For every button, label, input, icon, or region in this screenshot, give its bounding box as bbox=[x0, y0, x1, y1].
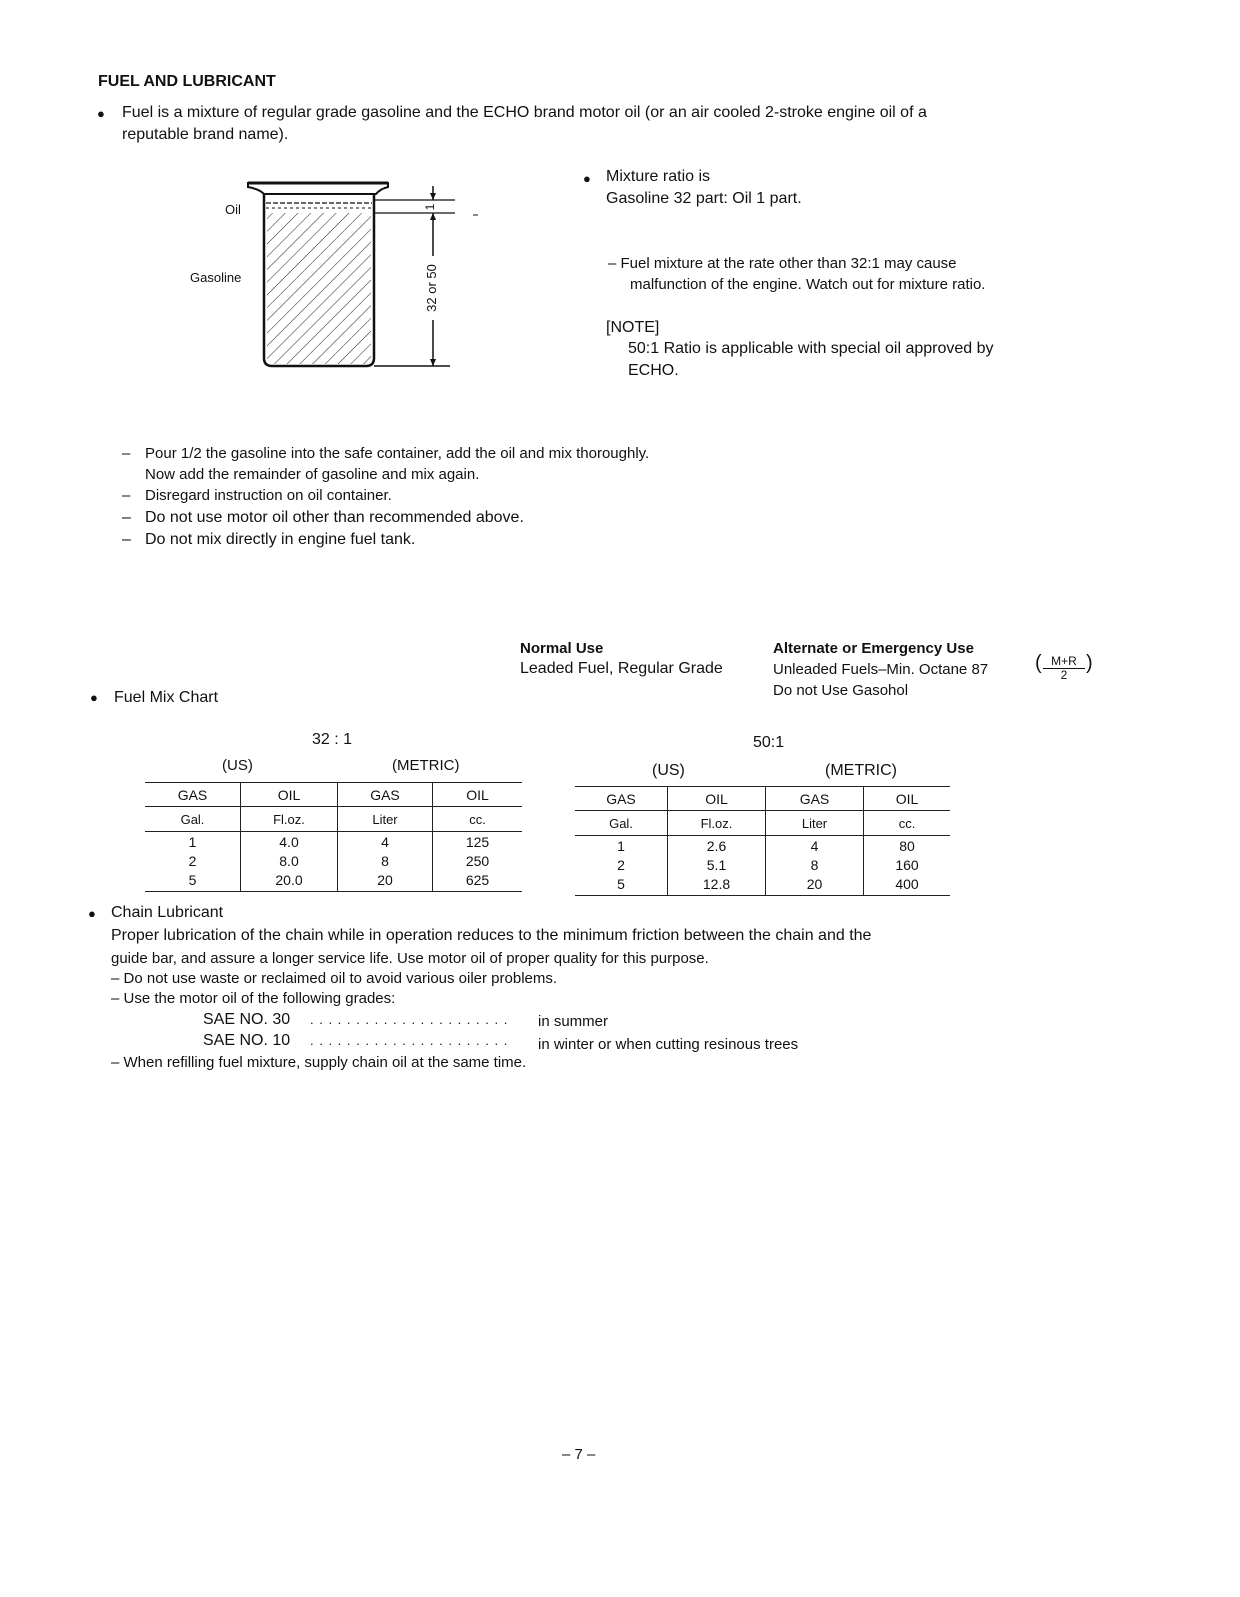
fuel-mix-table-50 bbox=[575, 786, 950, 896]
note-label: [NOTE] bbox=[606, 319, 660, 336]
bullet-icon: ● bbox=[583, 171, 591, 186]
table-50-metric-label: (METRIC) bbox=[825, 762, 897, 779]
ratio-50-label: 50:1 bbox=[753, 734, 785, 751]
table-row bbox=[575, 836, 950, 856]
bullet-icon: ● bbox=[97, 106, 105, 121]
alternate-use-title: Alternate or Emergency Use bbox=[773, 640, 974, 657]
chain-item-refill: – When refilling fuel mixture, supply chain oil at the same time. bbox=[111, 1054, 527, 1071]
table-unit-cell: Fl.oz. bbox=[668, 811, 766, 836]
table-unit-cell: Gal. bbox=[145, 807, 241, 832]
alternate-use-note: Do not Use Gasohol bbox=[773, 682, 909, 699]
page-number: – 7 – bbox=[562, 1446, 596, 1463]
table-cell: 1 bbox=[145, 832, 241, 852]
table-cell: 20 bbox=[338, 870, 433, 892]
table-header-row bbox=[145, 783, 522, 807]
table-header-cell: GAS bbox=[575, 787, 668, 811]
grade-sae30-leader: . . . . . . . . . . . . . . . . . . . . . . bbox=[310, 1012, 509, 1027]
grade-sae10-leader: . . . . . . . . . . . . . . . . . . . . . . bbox=[310, 1033, 509, 1048]
table-row bbox=[575, 874, 950, 896]
octane-formula bbox=[1043, 655, 1085, 681]
formula-denominator: 2 bbox=[1060, 668, 1068, 682]
table-32-us-label: (US) bbox=[222, 757, 253, 774]
instruction-dash: – bbox=[122, 509, 131, 526]
table-cell: 5 bbox=[145, 870, 241, 892]
mixture-heading: Mixture ratio is bbox=[606, 168, 711, 185]
table-cell: 250 bbox=[465, 852, 490, 869]
table-unit-cell: Liter bbox=[766, 811, 864, 836]
table-cell: 8 bbox=[766, 855, 864, 874]
instruction-dash: – bbox=[122, 487, 131, 504]
table-unit-cell: Liter bbox=[338, 807, 433, 832]
table-cell: 8.0 bbox=[241, 851, 338, 870]
table-cell: 5.1 bbox=[668, 855, 766, 874]
instruction-item: Do not mix directly in engine fuel tank. bbox=[145, 531, 416, 548]
table-unit-row bbox=[575, 811, 950, 836]
alternate-use-desc: Unleaded Fuels–Min. Octane 87 bbox=[773, 661, 989, 678]
table-header-cell: GAS bbox=[766, 787, 864, 811]
table-header-cell: OIL bbox=[668, 787, 766, 811]
table-cell: 8 bbox=[338, 851, 433, 870]
fuel-mix-table-32 bbox=[145, 782, 522, 892]
table-unit-cell: cc. bbox=[433, 807, 523, 832]
table-row bbox=[145, 870, 522, 892]
table-unit-cell: cc. bbox=[864, 811, 951, 836]
table-cell: 4.0 bbox=[241, 832, 338, 852]
table-cell: 80 bbox=[899, 837, 915, 854]
formula-numerator: M+R bbox=[1043, 655, 1085, 669]
intro-line-1: Fuel is a mixture of regular grade gasoline and the ECHO brand motor oil (or an air cooled 2-stroke engine oil of a bbox=[122, 104, 927, 121]
table-50-us-label: (US) bbox=[652, 762, 685, 779]
note-line-2: ECHO. bbox=[628, 362, 679, 379]
section-title: FUEL AND LUBRICANT bbox=[98, 73, 276, 90]
instruction-dash: – bbox=[122, 445, 131, 462]
table-cell: 1 bbox=[575, 836, 668, 856]
table-cell: 2 bbox=[575, 855, 668, 874]
table-row bbox=[575, 855, 950, 874]
table-cell: 125 bbox=[465, 833, 490, 850]
table-cell: 400 bbox=[864, 874, 951, 896]
table-cell: 4 bbox=[766, 836, 864, 856]
ratio-dimension-label: 32 or 50 bbox=[424, 264, 439, 312]
table-header-cell: OIL bbox=[241, 783, 338, 807]
bullet-icon: ● bbox=[88, 906, 96, 921]
instruction-item: Do not use motor oil other than recommended above. bbox=[145, 509, 524, 526]
bullet-icon: ● bbox=[90, 690, 98, 705]
instruction-dash: – bbox=[122, 531, 131, 548]
table-cell: 4 bbox=[338, 832, 433, 852]
formula-paren-open: ( bbox=[1035, 652, 1042, 674]
table-header-cell: OIL bbox=[433, 783, 523, 807]
formula-paren-close: ) bbox=[1086, 652, 1093, 674]
grade-sae10-use: in winter or when cutting resinous trees bbox=[538, 1036, 799, 1053]
chain-item-grades: – Use the motor oil of the following grades: bbox=[111, 990, 396, 1007]
table-cell: 2 bbox=[145, 851, 241, 870]
instruction-item-continued: Now add the remainder of gasoline and mix again. bbox=[145, 466, 480, 483]
mixture-detail: Gasoline 32 part: Oil 1 part. bbox=[606, 190, 802, 207]
oil-label: Oil bbox=[225, 202, 241, 217]
table-unit-cell: Fl.oz. bbox=[241, 807, 338, 832]
intro-line-2: reputable brand name). bbox=[122, 126, 289, 143]
table-cell: 625 bbox=[433, 870, 523, 892]
table-cell: 2.6 bbox=[668, 836, 766, 856]
chain-para-line-1: Proper lubrication of the chain while in operation reduces to the minimum friction between the chain and the bbox=[111, 927, 872, 944]
table-cell: 5 bbox=[575, 874, 668, 896]
fuel-mix-chart-label: Fuel Mix Chart bbox=[114, 689, 219, 706]
table-unit-cell: Gal. bbox=[575, 811, 668, 836]
beaker-diagram bbox=[180, 178, 500, 378]
table-row bbox=[145, 832, 522, 852]
gasoline-label: Gasoline bbox=[190, 270, 242, 285]
table-cell: 20.0 bbox=[241, 870, 338, 892]
table-32-metric-label: (METRIC) bbox=[392, 757, 460, 774]
chain-para-line-2: guide bar, and assure a longer service life. Use motor oil of proper quality for this purpose. bbox=[111, 950, 709, 967]
instruction-item: Pour 1/2 the gasoline into the safe container, add the oil and mix thoroughly. bbox=[145, 445, 650, 462]
table-cell: 12.8 bbox=[668, 874, 766, 896]
normal-use-desc: Leaded Fuel, Regular Grade bbox=[520, 660, 723, 677]
grade-sae10-name: SAE NO. 10 bbox=[203, 1032, 291, 1049]
table-header-cell: GAS bbox=[145, 783, 241, 807]
ratio-32-label: 32 : 1 bbox=[312, 731, 353, 748]
mixture-warning-line-2: malfunction of the engine. Watch out for mixture ratio. bbox=[630, 276, 986, 293]
table-cell: 20 bbox=[766, 874, 864, 896]
grade-sae30-use: in summer bbox=[538, 1013, 609, 1030]
note-line-1: 50:1 Ratio is applicable with special oil approved by bbox=[628, 340, 994, 357]
chain-lubricant-title: Chain Lubricant bbox=[111, 904, 224, 921]
grade-sae30-name: SAE NO. 30 bbox=[203, 1011, 291, 1028]
oil-dimension-label: 1 bbox=[423, 203, 437, 211]
table-cell: 160 bbox=[895, 856, 919, 873]
table-header-row bbox=[575, 787, 950, 811]
table-header-cell: GAS bbox=[338, 783, 433, 807]
instruction-item: Disregard instruction on oil container. bbox=[145, 487, 392, 504]
mixture-warning-line-1: – Fuel mixture at the rate other than 32:1 may cause bbox=[608, 255, 957, 272]
table-row bbox=[145, 851, 522, 870]
normal-use-title: Normal Use bbox=[520, 640, 604, 657]
chain-item-waste-oil: – Do not use waste or reclaimed oil to avoid various oiler problems. bbox=[111, 970, 558, 987]
table-unit-row bbox=[145, 807, 522, 832]
table-header-cell: OIL bbox=[864, 787, 951, 811]
